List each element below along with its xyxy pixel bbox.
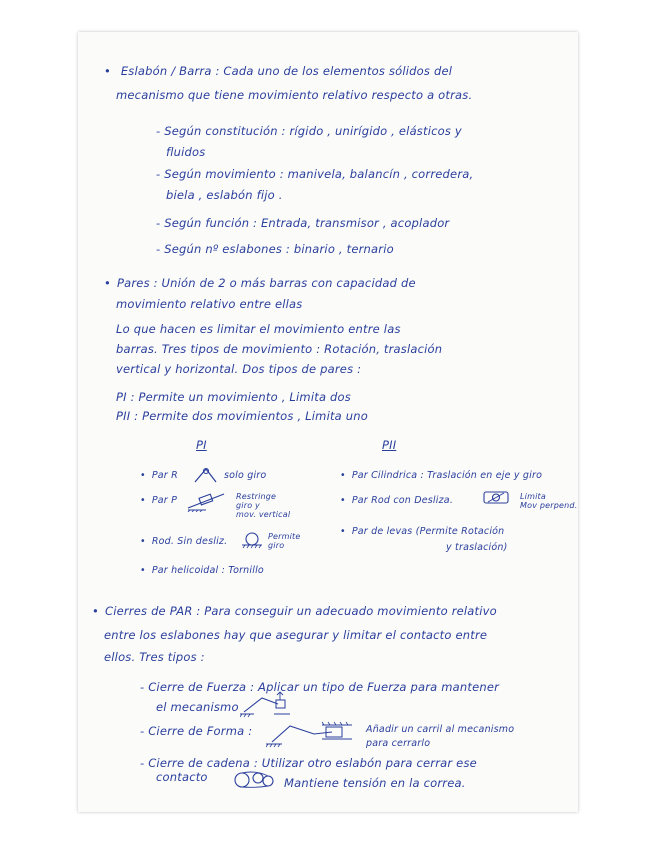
- par-ii-definition: PII : Permite dos movimientos , Limita uno: [116, 409, 368, 423]
- column-header-pii: PII: [382, 438, 397, 452]
- par-p-desc-1: Restringe: [236, 492, 277, 501]
- chain-closure-icon: [232, 770, 276, 790]
- movimiento-line-2: biela , eslabón fijo .: [166, 188, 283, 202]
- revolute-pair-icon: [192, 466, 220, 484]
- cierres-line-1: • Cierres de PAR : Para conseguir un adecuado movimiento relativo: [92, 604, 497, 618]
- par-p-label: • Par P: [140, 495, 177, 506]
- cierre-forma-3: para cerrarlo: [366, 738, 431, 749]
- slider-pair-icon: [482, 490, 510, 506]
- cierre-cadena-3: Mantiene tensión en la correa.: [284, 776, 466, 790]
- eslabon-definition-1: Cada uno de los elementos sólidos del: [223, 64, 453, 78]
- pares-line-2: movimiento relativo entre ellas: [116, 297, 303, 311]
- par-levas: • Par de levas (Permite Rotación: [340, 526, 504, 537]
- eslabon-title: Eslabón / Barra :: [120, 64, 220, 78]
- pares-line-1: • Pares : Unión de 2 o más barras con capacidad de: [104, 276, 416, 290]
- form-closure-icon: [266, 718, 356, 748]
- cierre-forma-2: Añadir un carril al mecanismo: [366, 724, 515, 735]
- par-rod-deslizamiento: • Par Rod con Desliza.: [340, 495, 453, 506]
- par-p-desc-3: mov. vertical: [236, 510, 291, 519]
- pares-line-4: barras. Tres tipos de movimiento : Rotación, traslación: [116, 342, 443, 356]
- rodadura-desc-1: Permite: [268, 532, 301, 541]
- par-cilindrica: • Par Cilindrica : Traslación en eje y giro: [340, 470, 542, 481]
- cierres-line-2: entre los eslabones hay que asegurar y limitar el contacto entre: [104, 628, 488, 642]
- rodadura-label: • Rod. Sin desliz.: [140, 536, 227, 547]
- cierre-forma-1: - Cierre de Forma :: [140, 724, 253, 738]
- rodadura-desc: [268, 532, 301, 550]
- rod-deslizamiento-desc: [520, 492, 577, 510]
- constitucion-line-2: fluidos: [166, 145, 206, 159]
- cierre-cadena-1: - Cierre de cadena : Utilizar otro eslabón para cerrar ese: [140, 756, 477, 770]
- par-r-label: • Par R: [140, 470, 178, 481]
- par-r-desc: solo giro: [224, 470, 267, 481]
- eslabon-line-1: [104, 64, 452, 78]
- cierre-fuerza-2: el mecanismo: [156, 700, 239, 714]
- par-i-definition: PI : Permite un movimiento , Limita dos: [116, 390, 351, 404]
- prismatic-pair-icon: [184, 488, 230, 512]
- par-p-desc-2: giro y: [236, 501, 260, 510]
- constitucion-line-1: - Según constitución : rígido , unirígido , elásticos y: [156, 124, 462, 138]
- par-p-desc: [236, 492, 290, 519]
- rolling-pair-icon: [240, 530, 264, 550]
- pares-line-5: vertical y horizontal. Dos tipos de pares :: [116, 362, 362, 376]
- funcion-line: - Según función : Entrada, transmisor , acoplador: [156, 216, 450, 230]
- force-closure-icon: [240, 690, 290, 718]
- par-helicoidal: • Par helicoidal : Tornillo: [140, 565, 264, 576]
- rodadura-desc-2: giro: [268, 541, 285, 550]
- cierre-cadena-2: contacto: [156, 770, 208, 784]
- column-header-pi: PI: [196, 438, 207, 452]
- cierres-line-3: ellos. Tres tipos :: [104, 650, 205, 664]
- cierre-fuerza-1: - Cierre de Fuerza : Aplicar un tipo de Fuerza para mantener: [140, 680, 500, 694]
- movimiento-line-1: - Según movimiento : manivela, balancín , corredera,: [156, 167, 474, 181]
- rod-desc-1: Limita: [520, 492, 546, 501]
- eslabones-line: - Según nº eslabones : binario , ternario: [156, 242, 394, 256]
- eslabon-definition-2: mecanismo que tiene movimiento relativo respecto a otras.: [116, 88, 473, 102]
- par-levas-2: y traslación): [446, 542, 508, 553]
- pares-line-3: Lo que hacen es limitar el movimiento entre las: [116, 322, 401, 336]
- rod-desc-2: Mov perpend.: [520, 501, 578, 510]
